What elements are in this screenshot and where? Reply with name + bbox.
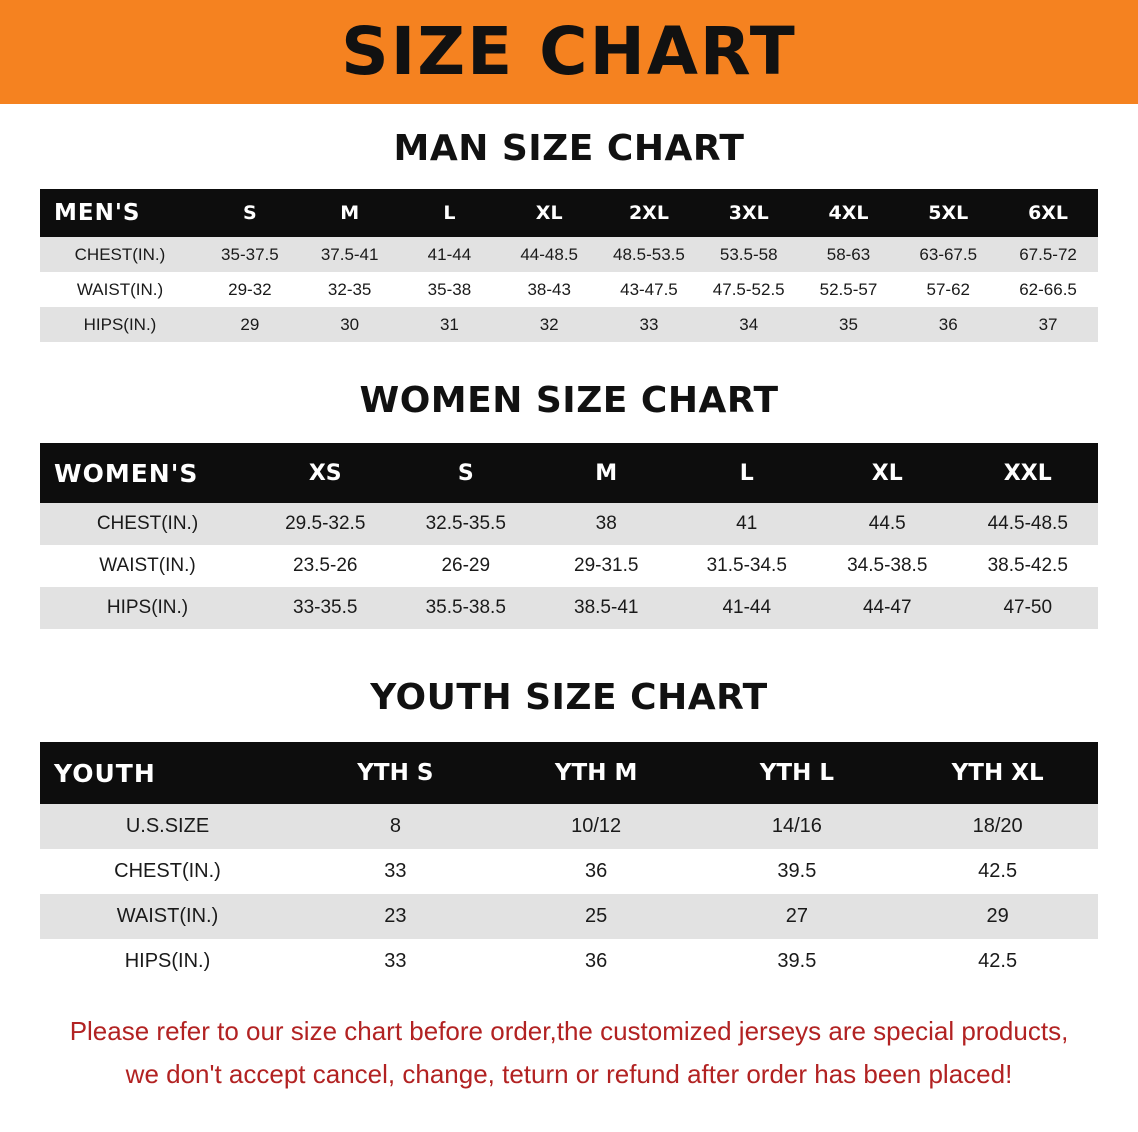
- youth-col-xl: YTH XL: [897, 742, 1098, 804]
- table-cell: 33-35.5: [255, 587, 396, 629]
- table-cell: 38-43: [499, 272, 599, 307]
- table-cell: 41-44: [400, 237, 500, 272]
- table-cell: 32-35: [300, 272, 400, 307]
- table-cell: 43-47.5: [599, 272, 699, 307]
- table-cell: 48.5-53.5: [599, 237, 699, 272]
- table-row: [40, 939, 1098, 984]
- man-col-4xl: 4XL: [799, 189, 899, 237]
- women-col-xxl: XXL: [958, 443, 1099, 503]
- women-col-xl: XL: [817, 443, 958, 503]
- table-cell: 62-66.5: [998, 272, 1098, 307]
- table-cell: 38.5-41: [536, 587, 677, 629]
- man-section-heading: MAN SIZE CHART: [393, 128, 745, 169]
- table-cell: 36: [898, 307, 998, 342]
- page-title: SIZE CHART: [341, 13, 797, 90]
- table-row: [40, 545, 1098, 587]
- man-col-2xl: 2XL: [599, 189, 699, 237]
- table-cell: 8: [295, 804, 496, 849]
- table-cell: 63-67.5: [898, 237, 998, 272]
- table-row: [40, 503, 1098, 545]
- table-cell: 14/16: [697, 804, 898, 849]
- table-row: [40, 237, 1098, 272]
- man-row-label-waist: WAIST(IN.): [40, 272, 200, 307]
- disclaimer-note: [40, 1010, 1098, 1096]
- table-cell: 10/12: [496, 804, 697, 849]
- table-cell: 35.5-38.5: [396, 587, 537, 629]
- table-cell: 47-50: [958, 587, 1099, 629]
- table-cell: 38.5-42.5: [958, 545, 1099, 587]
- table-cell: 29.5-32.5: [255, 503, 396, 545]
- man-table-wrapper: [40, 189, 1098, 342]
- table-cell: 58-63: [799, 237, 899, 272]
- table-cell: 23.5-26: [255, 545, 396, 587]
- man-col-xl: XL: [499, 189, 599, 237]
- table-cell: 44.5: [817, 503, 958, 545]
- man-col-l: L: [400, 189, 500, 237]
- disclaimer-line-1: Please refer to our size chart before order,the customized jerseys are special products,: [69, 1016, 1069, 1046]
- table-cell: 41: [677, 503, 818, 545]
- youth-size-table: [40, 742, 1098, 984]
- table-cell: 26-29: [396, 545, 537, 587]
- women-col-m: M: [536, 443, 677, 503]
- table-cell: 57-62: [898, 272, 998, 307]
- table-cell: 35: [799, 307, 899, 342]
- table-cell: 31.5-34.5: [677, 545, 818, 587]
- table-cell: 29: [200, 307, 300, 342]
- table-cell: 32.5-35.5: [396, 503, 537, 545]
- women-col-l: L: [677, 443, 818, 503]
- table-cell: 33: [295, 849, 496, 894]
- women-section-heading: WOMEN SIZE CHART: [359, 380, 779, 421]
- table-row: [40, 587, 1098, 629]
- man-col-3xl: 3XL: [699, 189, 799, 237]
- table-cell: 27: [697, 894, 898, 939]
- table-cell: 34: [699, 307, 799, 342]
- table-row: [40, 272, 1098, 307]
- table-cell: 44-47: [817, 587, 958, 629]
- man-corner-label: MEN'S: [40, 189, 200, 237]
- youth-table-body: [40, 804, 1098, 984]
- youth-corner-label: YOUTH: [40, 742, 295, 804]
- women-col-s: S: [396, 443, 537, 503]
- disclaimer-line-2: we don't accept cancel, change, teturn or refund after order has been placed!: [125, 1058, 1013, 1089]
- table-cell: 36: [496, 939, 697, 984]
- women-table-header: [40, 443, 1098, 503]
- women-corner-label: WOMEN'S: [40, 443, 255, 503]
- table-cell: 39.5: [697, 849, 898, 894]
- youth-section-heading: YOUTH SIZE CHART: [370, 677, 768, 718]
- table-cell: 29: [897, 894, 1098, 939]
- table-cell: 41-44: [677, 587, 818, 629]
- table-cell: 31: [400, 307, 500, 342]
- table-cell: 39.5: [697, 939, 898, 984]
- table-row: [40, 307, 1098, 342]
- table-cell: 52.5-57: [799, 272, 899, 307]
- table-cell: 37: [998, 307, 1098, 342]
- youth-col-l: YTH L: [697, 742, 898, 804]
- table-cell: 29-31.5: [536, 545, 677, 587]
- youth-col-s: YTH S: [295, 742, 496, 804]
- table-header-row: [40, 443, 1098, 503]
- man-table-body: [40, 237, 1098, 342]
- women-size-table: [40, 443, 1098, 629]
- table-cell: 42.5: [897, 849, 1098, 894]
- women-row-label-chest: CHEST(IN.): [40, 503, 255, 545]
- youth-row-label-hips: HIPS(IN.): [40, 939, 295, 984]
- size-chart-banner: [0, 0, 1138, 104]
- table-cell: 30: [300, 307, 400, 342]
- youth-row-label-chest: CHEST(IN.): [40, 849, 295, 894]
- table-cell: 37.5-41: [300, 237, 400, 272]
- women-col-xs: XS: [255, 443, 396, 503]
- table-row: [40, 849, 1098, 894]
- table-row: [40, 894, 1098, 939]
- table-cell: 44-48.5: [499, 237, 599, 272]
- table-cell: 29-32: [200, 272, 300, 307]
- table-cell: 33: [599, 307, 699, 342]
- youth-row-label-us-size: U.S.SIZE: [40, 804, 295, 849]
- table-row: [40, 804, 1098, 849]
- women-table-body: [40, 503, 1098, 629]
- table-cell: 25: [496, 894, 697, 939]
- table-cell: 67.5-72: [998, 237, 1098, 272]
- man-size-table: [40, 189, 1098, 342]
- youth-table-header: [40, 742, 1098, 804]
- women-row-label-waist: WAIST(IN.): [40, 545, 255, 587]
- table-header-row: [40, 742, 1098, 804]
- man-col-m: M: [300, 189, 400, 237]
- table-cell: 23: [295, 894, 496, 939]
- table-cell: 53.5-58: [699, 237, 799, 272]
- table-cell: 32: [499, 307, 599, 342]
- table-cell: 18/20: [897, 804, 1098, 849]
- table-cell: 35-37.5: [200, 237, 300, 272]
- youth-row-label-waist: WAIST(IN.): [40, 894, 295, 939]
- women-table-wrapper: [40, 443, 1098, 629]
- man-row-label-chest: CHEST(IN.): [40, 237, 200, 272]
- table-header-row: [40, 189, 1098, 237]
- table-cell: 42.5: [897, 939, 1098, 984]
- table-cell: 47.5-52.5: [699, 272, 799, 307]
- man-col-6xl: 6XL: [998, 189, 1098, 237]
- youth-table-wrapper: [40, 742, 1098, 984]
- man-row-label-hips: HIPS(IN.): [40, 307, 200, 342]
- man-table-header: [40, 189, 1098, 237]
- man-col-s: S: [200, 189, 300, 237]
- table-cell: 36: [496, 849, 697, 894]
- table-cell: 33: [295, 939, 496, 984]
- youth-col-m: YTH M: [496, 742, 697, 804]
- man-col-5xl: 5XL: [898, 189, 998, 237]
- table-cell: 35-38: [400, 272, 500, 307]
- table-cell: 38: [536, 503, 677, 545]
- table-cell: 34.5-38.5: [817, 545, 958, 587]
- table-cell: 44.5-48.5: [958, 503, 1099, 545]
- women-row-label-hips: HIPS(IN.): [40, 587, 255, 629]
